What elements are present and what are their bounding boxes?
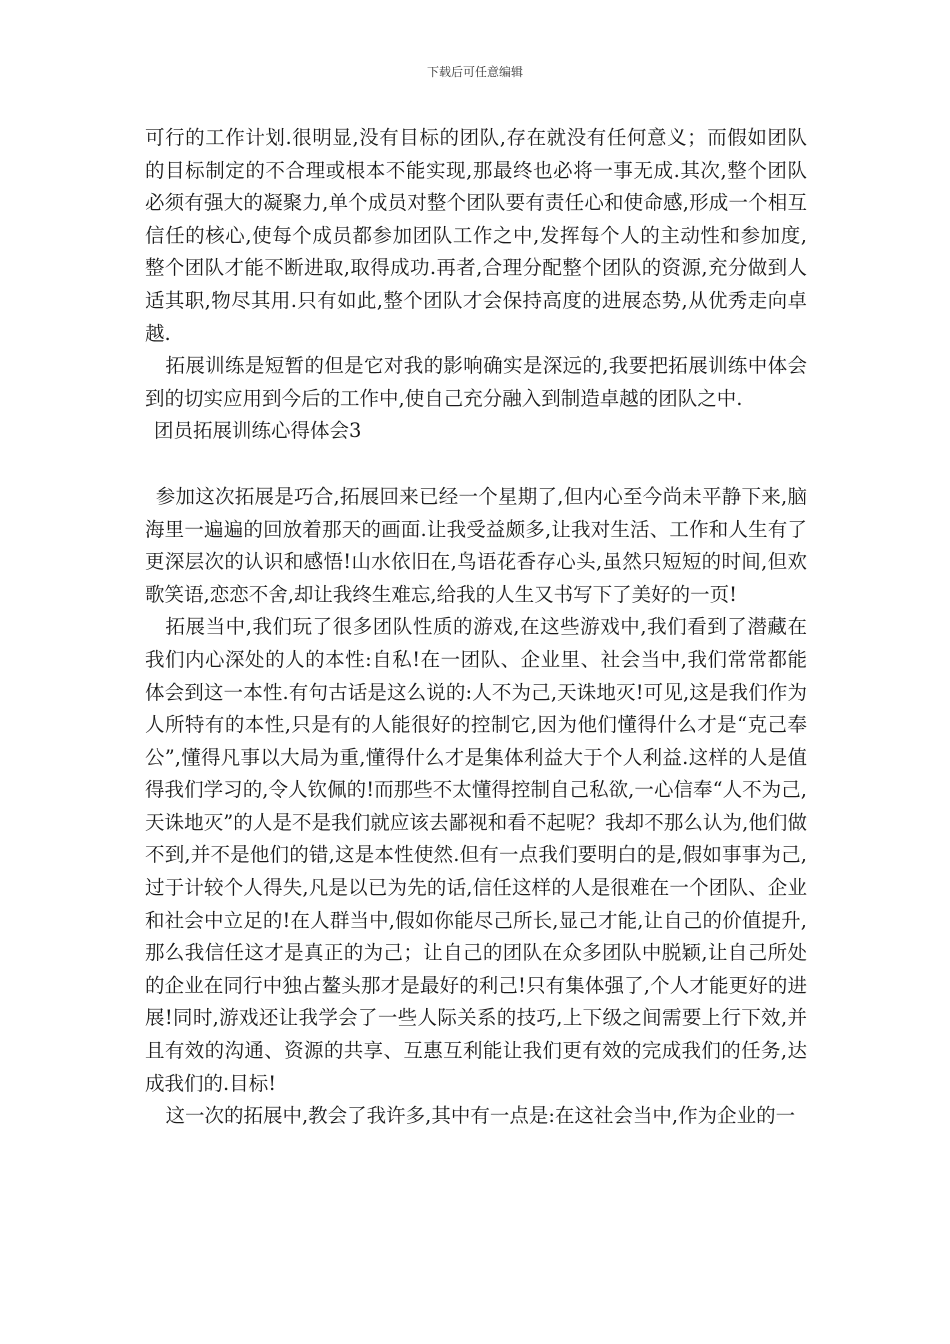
paragraph-intro-experience: 参加这次拓展是巧合,拓展回来已经一个星期了,但内心至今尚未平静下来,脑海里一遍遍的回放着那天的画面.让我受益颇多,让我对生活、工作和人生有了更深层次的认识和感悟!山水依旧在,鸟语花香存心头,虽然只短短的时间,但欢歌笑语,恋恋不舍,却让我终生难忘,给我的人生又书写下了美好的一页! — [145, 484, 807, 606]
paragraph-training-impact: 拓展训练是短暂的但是它对我的影响确实是深远的,我要把拓展训练中体会到的切实应用到今后的工作中,使自己充分融入到制造卓越的团队之中. — [145, 354, 807, 410]
paragraph-lessons: 这一次的拓展中,教会了我许多,其中有一点是:在这社会当中,作为企业的一 — [165, 1104, 796, 1128]
page-header-note: 下载后可任意编辑 — [426, 65, 523, 79]
paragraph-team-games: 拓展当中,我们玩了很多团队性质的游戏,在这些游戏中,我们看到了潜藏在我们内心深处的人的本性:自私!在一团队、企业里、社会当中,我们常常都能体会到这一本性.有句古话是这么说的:人不为己,天诛地灭!可见,这是我们作为人所特有的本性,只是有的人能很好的控制它,因为他们懂得什么才是“克己奉公”,懂得凡事以大局为重,懂得什么才是集体利益大于个人利益.这样的人是值得我们学习的,令人钦佩的!而那些不太懂得控制自己私欲,一心信奉“人不为己,天诛地灭”的人是不是我们就应该去鄙视和看不起呢？我却不那么认为,他们做不到,并不是他们的错,这是本性使然.但有一点我们要明白的是,假如事事为己,过于计较个人得失,凡是以已为先的话,信任这样的人是很难在一个团队、企业和社会中立足的!在人群当中,假如你能尽己所长,显己才能,让自己的价值提升,那么我信任这才是真正的为己；让自己的团队在众多团队中脱颖,让自己所处的企业在同行中独占鳌头那才是最好的利己!只有集体强了,个人才能更好的进展!同时,游戏还让我学会了一些人际关系的技巧,上下级之间需要上行下效,并且有效的沟通、资源的共享、互惠互利能让我们更有效的完成我们的任务,达成我们的.目标! — [145, 615, 807, 1095]
document-body — [145, 122, 807, 1133]
section-heading: 团员拓展训练心得体会3 — [154, 419, 362, 443]
paragraph-team-goals: 可行的工作计划.很明显,没有目标的团队,存在就没有任何意义；而假如团队的目标制定的不合理或根本不能实现,那最终也必将一事无成.其次,整个团队必须有强大的凝聚力,单个成员对整个团队要有责任心和使命感,形成一个相互信任的核心,使每个成员都参加团队工作之中,发挥每个人的主动性和参加度,整个团队才能不断进取,取得成功.再者,合理分配整个团队的资源,充分做到人适其职,物尽其用.只有如此,整个团队才会保持高度的进展态势,从优秀走向卓越. — [145, 126, 807, 345]
section-gap — [145, 448, 807, 481]
